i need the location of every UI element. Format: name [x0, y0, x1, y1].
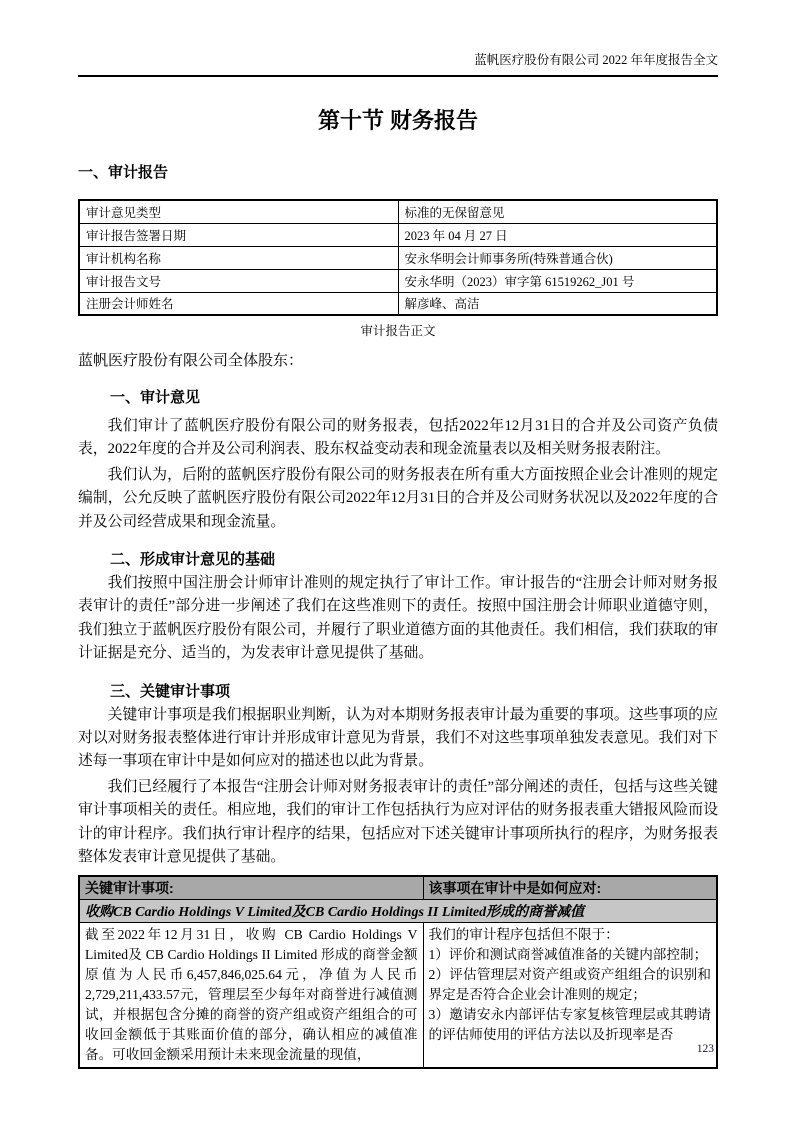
row-value: 解彦峰、高洁: [398, 292, 717, 315]
row-value: 安永华明（2023）审字第 61519262_J01 号: [398, 269, 717, 292]
kam-item-title-row: [79, 899, 717, 922]
paragraph-kam-1: 关键审计事项是我们根据职业判断，认为对本期财务报表审计最为重要的事项。这些事项的应对以对财务报表整体进行审计并形成审计意见为背景，我们不对这些事项单独发表意见。我们对下述每一事项在审计中是如何应对的描述也以此为背景。: [78, 706, 718, 770]
salutation: 蓝帆医疗股份有限公司全体股东：: [78, 353, 304, 369]
subsection-basis-heading: 二、形成审计意见的基础: [110, 551, 276, 569]
page-title: 第十节 财务报告: [317, 108, 479, 133]
table-row: [79, 292, 717, 315]
report-body-title: 审计报告正文: [360, 324, 436, 338]
kam-item-title: 收购CB Cardio Holdings V Limited及CB Cardio Holdings II Limited形成的商誉减值: [79, 899, 717, 922]
row-label: 审计报告文号: [79, 269, 398, 292]
row-label: 审计意见类型: [79, 200, 398, 223]
kam-header-row: [79, 876, 717, 900]
kam-audit-response: [423, 922, 717, 1068]
section-audit-report-heading: 一、审计报告: [78, 164, 169, 181]
subsection-key-audit-matters-heading: 三、关键审计事项: [110, 682, 231, 700]
page-header: [78, 0, 718, 77]
audit-info-table: [78, 199, 718, 316]
key-audit-matters-table: [78, 875, 718, 1069]
paragraph-kam-2: 我们已经履行了本报告“注册会计师对财务报表审计的责任”部分阐述的责任，包括与这些关键审计事项相关的责任。相应地，我们的审计工作包括执行为应对评估的财务报表重大错报风险而设计的审计程序。我们执行审计程序的结果，包括应对下述关键审计事项所执行的程序，为财务报表整体发表审计意见提供了基础。: [78, 778, 718, 866]
table-row: [79, 200, 717, 223]
report-header-text: 蓝帆医疗股份有限公司 2022 年年度报告全文: [474, 53, 718, 67]
kam-body-row: [79, 922, 717, 1068]
table-row: [79, 246, 717, 269]
kam-procedure-item: 3）邀请安永内部评估专家复核管理层或其聘请的评估师使用的评估方法以及折现率是否: [428, 1006, 711, 1042]
paragraph-audit-opinion-2: 我们认为，后附的蓝帆医疗股份有限公司的财务报表在所有重大方面按照企业会计准则的规定编制，公允反映了蓝帆医疗股份有限公司2022年12月31日的合并及公司财务状况以及2022年度的合并及公司经营成果和现金流量。: [78, 466, 718, 530]
row-value: 标准的无保留意见: [398, 200, 717, 223]
kam-col1-header: 关键审计事项:: [79, 876, 423, 900]
row-value: 安永华明会计师事务所(特殊普通合伙): [398, 246, 717, 269]
row-label: 注册会计师姓名: [79, 292, 398, 315]
subsection-audit-opinion-heading: 一、审计意见: [110, 389, 201, 406]
kam-response-intro: 我们的审计程序包括但不限于：: [428, 926, 619, 942]
paragraph-basis-1: 我们按照中国注册会计师审计准则的规定执行了审计工作。审计报告的“注册会计师对财务报表审计的责任”部分进一步阐述了我们在这些准则下的责任。按照中国注册会计师职业道德守则，我们独立于蓝帆医疗股份有限公司，并履行了职业道德方面的其他责任。我们相信，我们获取的审计证据是充分、适当的，为发表审计意见提供了基础。: [78, 575, 718, 662]
table-row: [79, 223, 717, 246]
page-number: 123: [696, 1043, 714, 1055]
row-value: 2023 年 04 月 27 日: [398, 223, 717, 246]
kam-procedure-item: 1）评价和测试商誉减值准备的关键内部控制；: [428, 946, 708, 962]
row-label: 审计机构名称: [79, 246, 398, 269]
page-content: [78, 0, 718, 1069]
kam-matter-description: 截至2022年12月31日，收购 CB Cardio Holdings V Limited及 CB Cardio Holdings II Limited 形成的商誉金额原值为人民币6,457,846,025.64元，净值为人民币2,729,211,433.57元，管理层至少每年对商誉进行减值测试，并根据包含分摊的商誉的资产组或资产组组合的可收回金额低于其账面价值的部分，确认相应的减值准备。可收回金额采用预计未来现金流量的现值，: [79, 922, 423, 1068]
kam-col2-header: 该事项在审计中是如何应对:: [423, 876, 717, 900]
table-row: [79, 269, 717, 292]
row-label: 审计报告签署日期: [79, 223, 398, 246]
kam-procedure-item: 2）评估管理层对资产组或资产组组合的识别和界定是否符合企业会计准则的规定；: [428, 966, 711, 1002]
paragraph-audit-opinion-1: 我们审计了蓝帆医疗股份有限公司的财务报表，包括2022年12月31日的合并及公司资产负债表，2022年度的合并及公司利润表、股东权益变动表和现金流量表以及相关财务报表附注。: [78, 418, 718, 458]
